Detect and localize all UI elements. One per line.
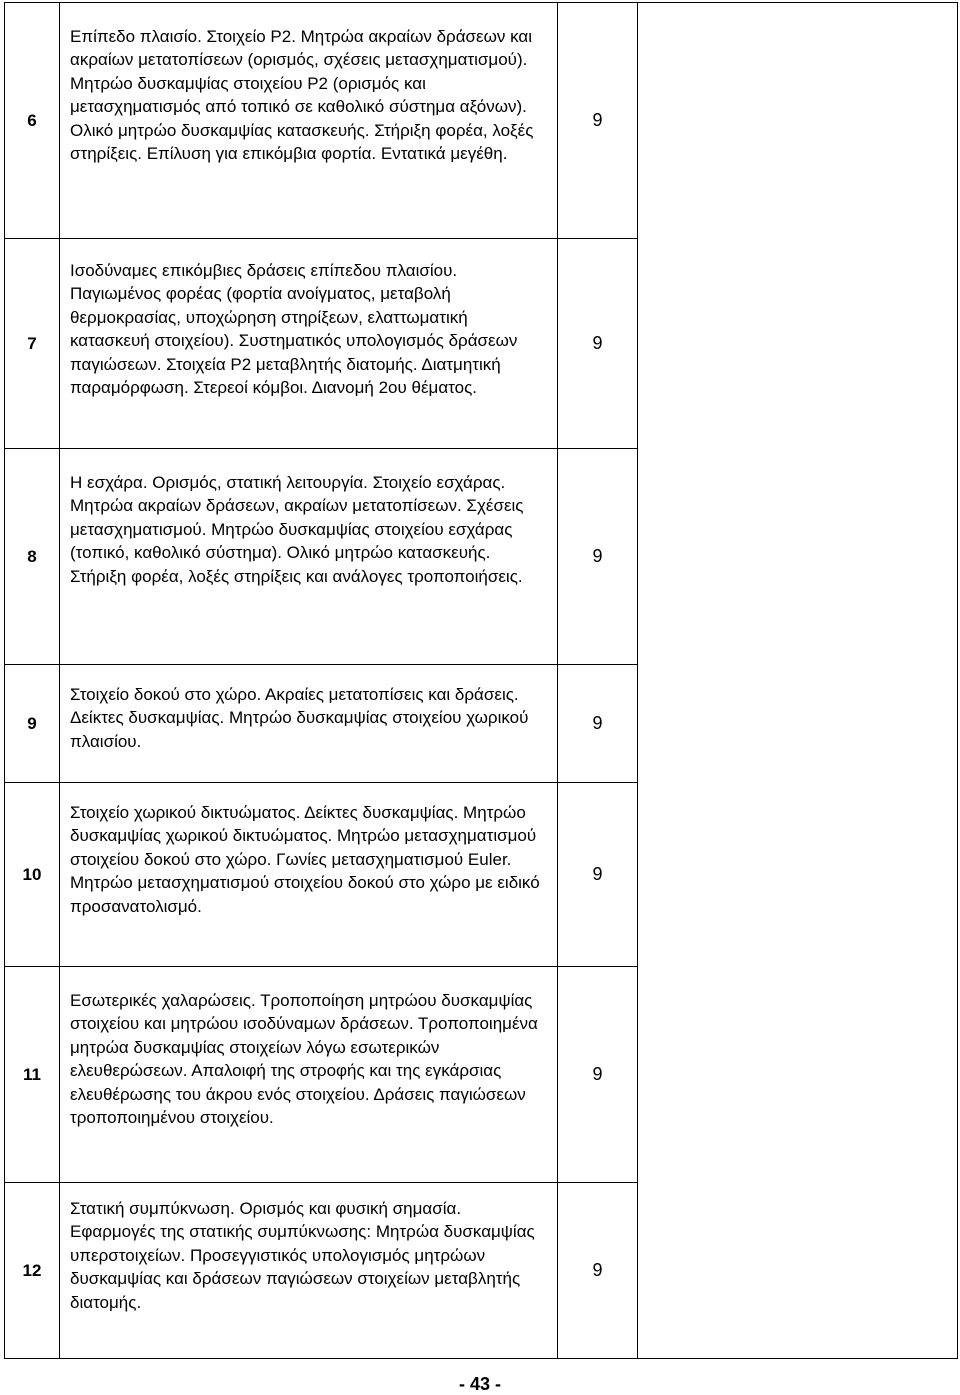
hours-cell: 9 (558, 239, 638, 449)
row-number: 11 (5, 967, 60, 1183)
topic-description: Στοιχείο χωρικού δικτυώματος. Δείκτες δυσκαμψίας. Μητρώο δυσκαμψίας χωρικού δικτυώματος. Μητρώο μετασχηματισμού στοιχείου δοκού στο χώρο. Γωνίες μετασχηματισμού Euler. Μητρώο μετασχηματισμού στοιχείου δοκού στο χώρο με ειδικό προσανατολισμό. (70, 803, 540, 916)
topic-description: Η εσχάρα. Ορισμός, στατική λειτουργία. Στοιχείο εσχάρας. Μητρώα ακραίων δράσεων, ακραίων μετατοπίσεων. Σχέσεις μετασχηματισμού. Μητρώο δυσκαμψίας στοιχείου εσχάρας (τοπικό, καθολικό σύστημα). Ολικό μητρώο κατασκευής. Στήριξη φορέα, λοξές στηρίξεις και ανάλογες τροποποιήσεις. (70, 473, 524, 586)
row-number: 12 (5, 1183, 60, 1359)
topic-cell (60, 665, 558, 783)
topic-cell (60, 783, 558, 967)
topic-description: Στοιχείο δοκού στο χώρο. Ακραίες μετατοπίσεις και δράσεις. Δείκτες δυσκαμψίας. Μητρώο δυσκαμψίας στοιχείου χωρικού πλαισίου. (70, 685, 529, 751)
page-number: - 43 - (458, 1374, 501, 1394)
topic-description: Επίπεδο πλαισίο. Στοιχείο Ρ2. Μητρώα ακραίων δράσεων και ακραίων μετατοπίσεων (ορισμός, σχέσεις μετασχηματισμού). Μητρώο δυσκαμψίας στοιχείου Ρ2 (ορισμός και μετασχηματισμός από τοπικό σε καθολικό σύστημα αξόνων). Ολικό μητρώο δυσκαμψίας κατασκευής. Στήριξη φορέα, λοξές στηρίξεις. Επίλυση για επικόμβια φορτία. Εντατικά μεγέθη. (70, 27, 534, 164)
row-number: 9 (5, 665, 60, 783)
row-number: 7 (5, 239, 60, 449)
topic-description: Εσωτερικές χαλαρώσεις. Τροποποίηση μητρώου δυσκαμψίας στοιχείου και μητρώου ισοδύναμων δράσεων. Τροποποιημένα μητρώα δυσκαμψίας στοιχείων λόγω εσωτερικών ελευθερώσεων. Απαλοιφή της στροφής και της εγκάρσιας ελευθέρωσης του άκρου ενός στοιχείου. Δράσεις παγιώσεων τροποποιημένου στοιχείου. (70, 991, 538, 1128)
topic-cell (60, 967, 558, 1183)
hours-cell: 9 (558, 967, 638, 1183)
hours-cell: 9 (558, 449, 638, 665)
topic-description: Στατική συμπύκνωση. Ορισμός και φυσική σημασία. Εφαρμογές της στατικής συμπύκνωσης: Μητρώα δυσκαμψίας υπερστοιχείων. Προσεγγιστικός υπολογισμός μητρώων δυσκαμψίας και δράσεων παγιώσεων στοιχείων μεταβλητής διατομής. (70, 1199, 535, 1312)
notes-cell (638, 3, 958, 1359)
row-number: 8 (5, 449, 60, 665)
hours-cell: 9 (558, 783, 638, 967)
syllabus-table (4, 2, 958, 1359)
topic-description: Ισοδύναμες επικόμβιες δράσεις επίπεδου πλαισίου. Παγιωμένος φορέας (φορτία ανοίγματος, μεταβολή θερμοκρασίας, υποχώρηση στηρίξεων, ελαττωματική κατασκευή στοιχείου). Συστηματικός υπολογισμός δράσεων παγιώσεων. Στοιχεία Ρ2 μεταβλητής διατομής. Διατμητική παραμόρφωση. Στερεοί κόμβοι. Διανομή 2ου θέματος. (70, 261, 518, 398)
row-number: 10 (5, 783, 60, 967)
hours-cell: 9 (558, 1183, 638, 1359)
hours-cell: 9 (558, 3, 638, 239)
topic-cell (60, 239, 558, 449)
topic-cell (60, 449, 558, 665)
row-number: 6 (5, 3, 60, 239)
topic-cell (60, 1183, 558, 1359)
table-row (5, 3, 958, 239)
topic-cell (60, 3, 558, 239)
hours-cell: 9 (558, 665, 638, 783)
